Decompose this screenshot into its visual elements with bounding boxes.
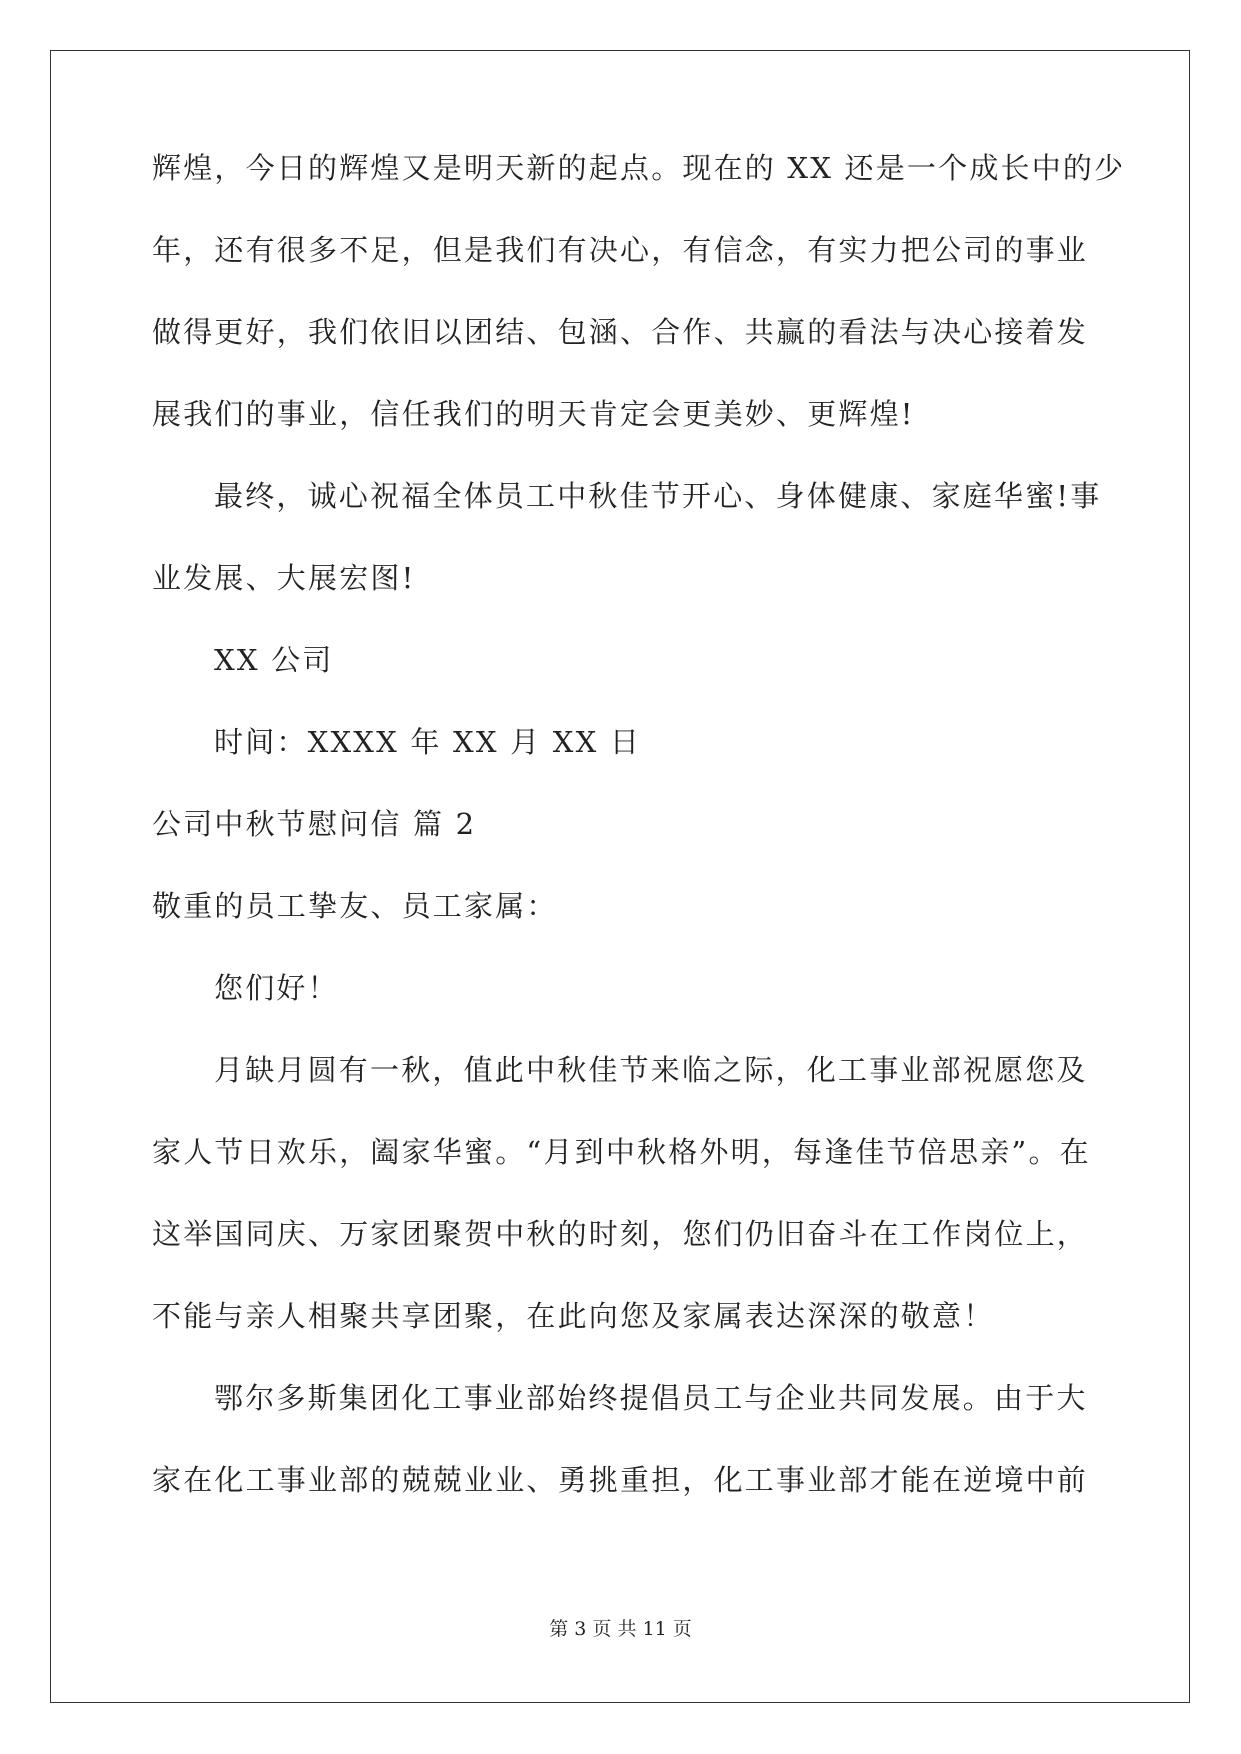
body-line-17: 家在化工事业部的兢兢业业、勇挑重担，化工事业部才能在逆境中前 — [152, 1463, 1089, 1497]
body-line-3: 做得更好，我们依旧以团结、包涵、合作、共赢的看法与决心接着发 — [152, 315, 1089, 349]
body-line-12: 月缺月圆有一秋，值此中秋佳节来临之际，化工事业部祝愿您及 — [214, 1053, 1088, 1087]
greeting: 您们好！ — [214, 971, 339, 1005]
body-line-15: 不能与亲人相聚共享团聚，在此向您及家属表达深深的敬意！ — [152, 1299, 995, 1333]
signature-company: XX 公司 — [214, 643, 334, 677]
body-line-2: 年，还有很多不足，但是我们有决心，有信念，有实力把公司的事业 — [152, 233, 1089, 267]
body-line-5: 最终，诚心祝福全体员工中秋佳节开心、身体健康、家庭华蜜!事 — [214, 479, 1102, 513]
body-line-14: 这举国同庆、万家团聚贺中秋的时刻，您们仍旧奋斗在工作岗位上， — [152, 1217, 1089, 1251]
body-line-13: 家人节日欢乐，阖家华蜜。“月到中秋格外明，每逢佳节倍思亲”。在 — [152, 1135, 1091, 1169]
body-line-4: 展我们的事业，信任我们的明天肯定会更美妙、更辉煌! — [152, 397, 915, 431]
body-line-6: 业发展、大展宏图! — [152, 561, 416, 595]
body-line-1: 辉煌，今日的辉煌又是明天新的起点。现在的 XX 还是一个成长中的少 — [152, 151, 1126, 185]
page-border — [50, 50, 1190, 1703]
body-line-16: 鄂尔多斯集团化工事业部始终提倡员工与企业共同发展。由于大 — [214, 1381, 1088, 1415]
page-number: 第 3 页 共 11 页 — [549, 1618, 692, 1640]
section-heading: 公司中秋节慰问信 篇 2 — [152, 807, 477, 841]
salutation: 敬重的员工挚友、员工家属： — [152, 889, 558, 923]
signature-date: 时间：XXXX 年 XX 月 XX 日 — [214, 725, 642, 759]
